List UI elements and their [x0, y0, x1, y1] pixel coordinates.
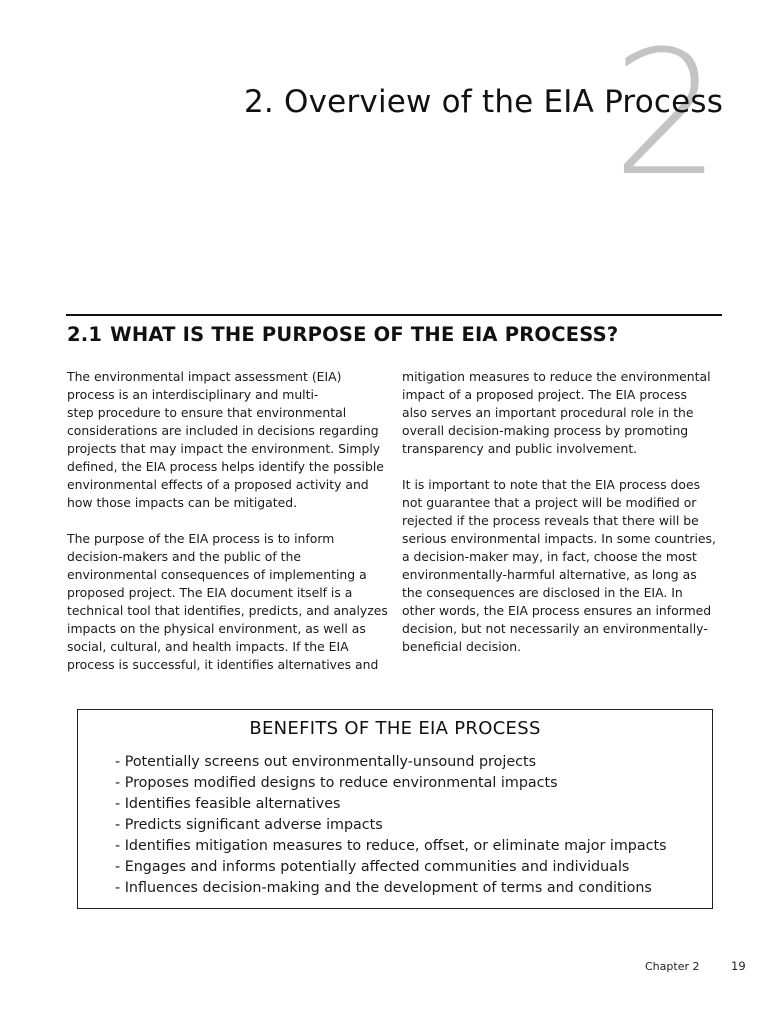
right-column — [402, 368, 724, 674]
text-line: decision, but not necessarily an environmentally- — [402, 621, 708, 636]
text-line: beneficial decision. — [402, 639, 522, 654]
chapter-title: 2. Overview of the EIA Process — [244, 84, 724, 120]
benefit-item: - Proposes modified designs to reduce environmental impacts — [115, 775, 558, 791]
text-line: process is an interdisciplinary and multi- — [67, 387, 319, 402]
text-line: social, cultural, and health impacts. If the EIA — [67, 639, 349, 654]
paragraph — [402, 368, 724, 458]
text-line: considerations are included in decisions regarding — [67, 423, 379, 438]
footer-chapter-label: Chapter 2 — [645, 960, 700, 973]
text-line: environmentally-harmful alternative, as long as — [402, 567, 697, 582]
benefits-list — [115, 752, 667, 899]
text-line: decision-makers and the public of the — [67, 549, 302, 564]
text-line: process is successful, it identifies alternatives and — [67, 657, 379, 672]
text-line: mitigation measures to reduce the environmental — [402, 369, 711, 384]
text-line: impact of a proposed project. The EIA process — [402, 387, 687, 402]
text-line: other words, the EIA process ensures an informed — [402, 603, 712, 618]
text-line: The environmental impact assessment (EIA) — [67, 369, 342, 384]
text-line: rejected if the process reveals that there will be — [402, 513, 699, 528]
text-line: overall decision-making process by promoting — [402, 423, 689, 438]
section-heading — [67, 323, 618, 346]
paragraph — [402, 476, 724, 656]
text-line: also serves an important procedural role in the — [402, 405, 694, 420]
text-line: The purpose of the EIA process is to inform — [67, 531, 335, 546]
benefit-item: - Engages and informs potentially affected communities and individuals — [115, 859, 630, 875]
benefit-item: - Identifies mitigation measures to reduce, offset, or eliminate major impacts — [115, 838, 667, 854]
text-line: environmental consequences of implementing a — [67, 567, 367, 582]
benefits-box — [77, 709, 713, 909]
section-title: WHAT IS THE PURPOSE OF THE EIA PROCESS? — [110, 323, 619, 346]
text-line: not guarantee that a project will be modified or — [402, 495, 697, 510]
paragraph — [67, 530, 389, 674]
paragraph — [67, 368, 389, 512]
section-divider — [66, 314, 722, 316]
text-line: defined, the EIA process helps identify the possible — [67, 459, 384, 474]
benefit-item: - Potentially screens out environmentally-unsound projects — [115, 754, 537, 770]
text-line: transparency and public involvement. — [402, 441, 638, 456]
text-line: step procedure to ensure that environmental — [67, 405, 347, 420]
text-line: how those impacts can be mitigated. — [67, 495, 298, 510]
text-line: a decision-maker may, in fact, choose the most — [402, 549, 697, 564]
text-line: proposed project. The EIA document itself is a — [67, 585, 353, 600]
benefit-item: - Identifies feasible alternatives — [115, 796, 341, 812]
text-line: impacts on the physical environment, as well as — [67, 621, 366, 636]
page-number: 19 — [731, 959, 746, 973]
left-column — [67, 368, 389, 692]
text-line: the consequences are disclosed in the EIA. In — [402, 585, 683, 600]
text-line: It is important to note that the EIA process does — [402, 477, 701, 492]
benefits-title: BENEFITS OF THE EIA PROCESS — [249, 718, 541, 739]
benefit-item: - Influences decision-making and the development of terms and conditions — [115, 880, 652, 896]
text-line: serious environmental impacts. In some countries, — [402, 531, 716, 546]
chapter-numeral: 2 — [612, 13, 718, 214]
benefit-item: - Predicts significant adverse impacts — [115, 817, 383, 833]
text-line: projects that may impact the environment. Simply — [67, 441, 381, 456]
text-line: environmental effects of a proposed activity and — [67, 477, 369, 492]
section-number: 2.1 — [67, 323, 103, 346]
text-line: technical tool that identifies, predicts, and analyzes — [67, 603, 388, 618]
